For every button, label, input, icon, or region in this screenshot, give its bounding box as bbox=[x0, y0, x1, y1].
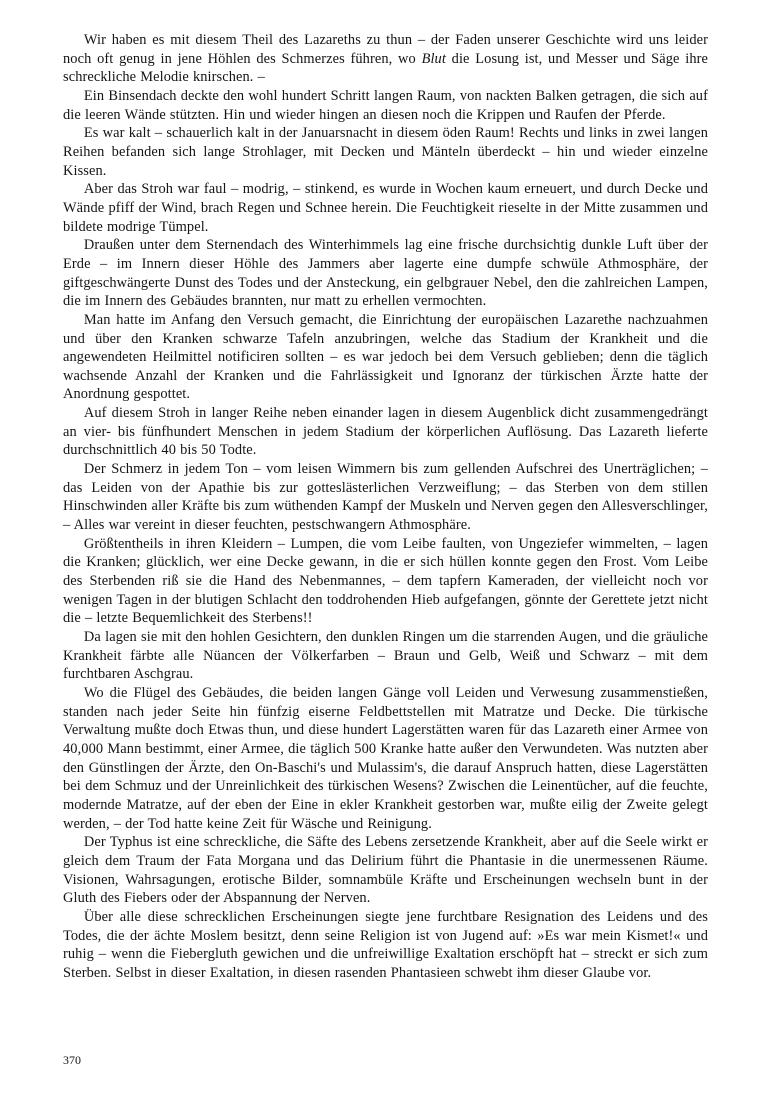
paragraph bbox=[63, 908, 708, 983]
text-segment: Größtentheils in ihren Kleidern – Lumpen, die vom Leibe faulten, von Ungeziefer wimmelten, – lagen die Kranken; glücklich, wer eine Decke gewann, in die er sich hüllen konnte gegen den Frost. Vom Leibe des Sterbenden riß sie die Hand des Nebenmannes, – dem tapfern Kameraden, der vielleicht noch vor wenigen Tagen in der blutigen Schlacht den toddrohenden Hieb aufgefangen, gönnte der Gerettete jetzt nicht die – letzte Bequemlichkeit des Sterbens!! bbox=[63, 535, 708, 627]
text-segment: Über alle diese schrecklichen Erscheinungen siegte jene furchtbare Resignation des Leidens und des Todes, die der ächte Moslem besitzt, denn seine Religion ist von Jugend auf: »Es war mein Kismet!« und ruhig – wenn die Fiebergluth gewichen und die unfreiwillige Exaltation erschöpft hat – streckt er sich zum Sterben. Selbst in dieser Exaltation, in diesen rasenden Phantasieen schwebt ihm dieser Glaube vor. bbox=[63, 908, 708, 981]
paragraph bbox=[63, 628, 708, 684]
text-segment: die Losung ist, und Messer und Säge ihre schreckliche Melodie knirschen. – bbox=[63, 50, 708, 86]
paragraph bbox=[63, 404, 708, 460]
text-segment: Da lagen sie mit den hohlen Gesichtern, den dunklen Ringen um die starrenden Augen, und die gräuliche Krankheit färbte alle Nüancen der Völkerfarben – Braun und Gelb, Weiß und Schwarz – mit dem furchtbaren Aschgrau. bbox=[63, 629, 708, 683]
text-segment: Es war kalt – schauerlich kalt in der Januarsnacht in diesem öden Raum! Rechts und links in zwei langen Reihen befanden sich lange Strohlager, mit Decken und Mänteln überdeckt – hin und wieder einzelne Kissen. bbox=[63, 125, 708, 179]
text-segment: Der Typhus ist eine schreckliche, die Säfte des Lebens zersetzende Krankheit, aber auf die Seele wirkt er gleich dem Traum der Fata Morgana und das Delirium führt die Phantasie in die unermessenen Räume. Visionen, Wahrsagungen, erotische Bilder, somnambüle Kräfte und Erscheinungen wechseln bunt in der Gluth des Fiebers oder der Abspannung der Nerven. bbox=[63, 834, 708, 907]
paragraph bbox=[63, 31, 708, 87]
text-segment: Aber das Stroh war faul – modrig, – stinkend, es wurde in Wochen kaum erneuert, und durch Decke und Wände pfiff der Wind, brach Regen und Schnee herein. Die Feuchtigkeit rieselte in der Mitte zusammen und bildete modrige Tümpel. bbox=[63, 181, 708, 235]
text-segment: Auf diesem Stroh in langer Reihe neben einander lagen in diesem Augenblick dicht zusammengedrängt an vier- bis fünfhundert Menschen in jedem Stadium der körperlichen Auflösung. Das Lazareth lieferte durchschnittlich 40 bis 50 Todte. bbox=[63, 405, 708, 459]
paragraph bbox=[63, 833, 708, 908]
paragraph bbox=[63, 311, 708, 404]
text-segment: Wir haben es mit diesem Theil des Lazareths zu thun – der Faden unserer Geschichte wird uns leider noch oft genug in jene Höhlen des Schmerzes führen, wo bbox=[63, 32, 708, 67]
paragraph bbox=[63, 124, 708, 180]
text-segment: Der Schmerz in jedem Ton – vom leisen Wimmern bis zum gellenden Aufschrei des Unerträglichen; – das Leiden von der Apathie bis zur gotteslästerlichen Verzweiflung; – das Sterben von dem stillen Hinschwinden aller Kräfte bis zum wüthenden Kampf der Muskeln und Nerven gegen den Allesverschlinger, – Alles war vereint in dieser feuchten, pestschwangern Athmosphäre. bbox=[63, 461, 708, 534]
paragraph bbox=[63, 87, 708, 124]
text-segment: Man hatte im Anfang den Versuch gemacht, die Einrichtung der europäischen Lazarethe nachzuahmen und über den Kranken schwarze Tafeln anzubringen, welche das Stadium der Krankheit und die angewendeten Heilmittel notificiren sollten – es war jedoch bei dem Versuch geblieben; denn die täglich wachsende Anzahl der Kranken und die Fahrlässigkeit und Ignoranz der türkischen Ärzte hatte der Anordnung gespottet. bbox=[63, 311, 708, 403]
paragraph bbox=[63, 236, 708, 311]
paragraph bbox=[63, 535, 708, 628]
paragraph bbox=[63, 180, 708, 236]
paragraph bbox=[63, 684, 708, 833]
text-segment: Ein Binsendach deckte den wohl hundert Schritt langen Raum, von nackten Balken getragen, die sich auf die leeren Wände stützten. Hin und wieder hingen an diesen noch die Krippen und Raufen der Pferde. bbox=[63, 87, 708, 123]
page-text bbox=[63, 31, 708, 982]
text-segment: Draußen unter dem Sternendach des Winterhimmels lag eine frische durchsichtig dunkle Luft über der Erde – im Innern dieser Höhle des Jammers aber lagerte eine dumpfe schwüle Athmosphäre, der giftgeschwängerte Dunst des Todes und der Ansteckung, ein gelbgrauer Nebel, den die zahlreichen Lampen, die im Innern des Gebäudes brannten, nur matt zu erhellen vermochten. bbox=[63, 237, 708, 310]
emphasized-text: Blut bbox=[421, 50, 446, 67]
text-segment: Wo die Flügel des Gebäudes, die beiden langen Gänge voll Leiden und Verwesung zusammenstießen, standen nach jeder Seite hin fünfzig eiserne Feldbettstellen mit Matratze und Decke. Die türkische Verwaltung mußte doch Etwas thun, und diese hundert Lagerstätten waren für das Lazareth einer Armee von 40,000 Mann bestimmt, einer Armee, die täglich 500 Kranke hatte außer den Verwundeten. Was nutzten aber den Günstlingen der Ärzte, den On-Baschi's und Mulassim's, die darauf Anspruch hatten, diese Lagerstätten bei dem Schmuz und der Unreinlichkeit des türkischen Wesens? Zwischen die Leinentücher, auf die feuchte, modernde Matratze, auf der eben der Eine in ekler Krankheit gestorben war, mußte eilig der Zweite gelegt werden, – der Tod hatte keine Zeit für Wäsche und Reinigung. bbox=[63, 684, 708, 832]
paragraph bbox=[63, 460, 708, 535]
page-number: 370 bbox=[63, 1053, 81, 1067]
